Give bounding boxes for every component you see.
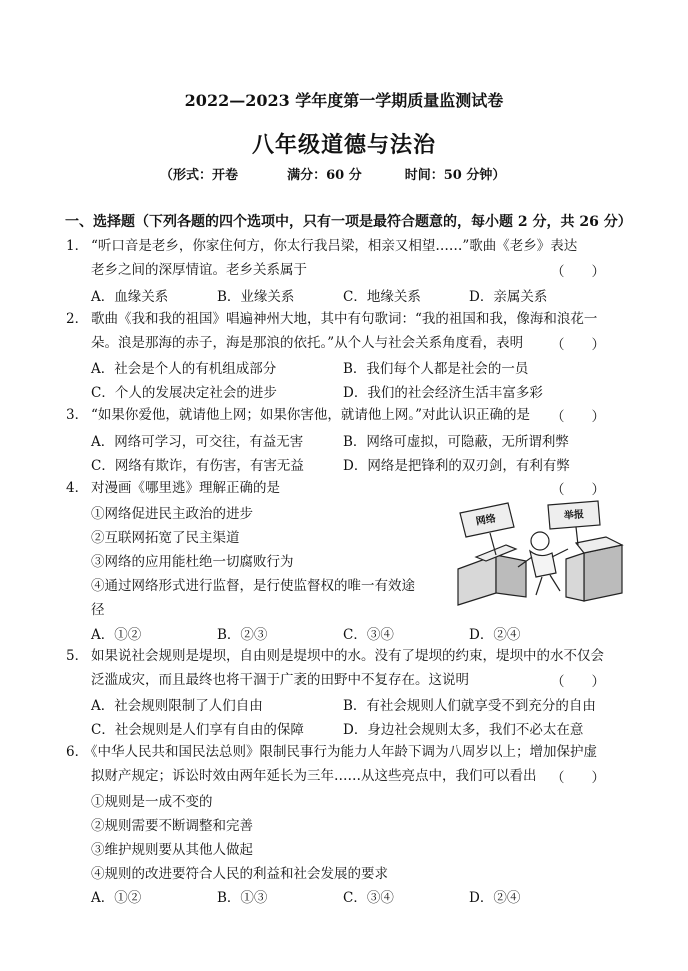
option-b: B．②③ [217,627,268,643]
info-time: 时间：50 分钟） [404,168,506,183]
option-c: C．③④ [343,627,394,643]
answer-paren: （ ） [551,409,605,425]
option-a: A．社会规则限制了人们自由 [91,698,263,714]
statement-item: ③维护规则要从其他人做起 [91,842,253,858]
statement-item: ③网络的应用能杜绝一切腐败行为 [91,554,294,570]
cartoon-illustration [456,497,624,609]
statement-item: ②互联网拓宽了民主渠道 [91,530,240,546]
option-c: C．③④ [343,890,394,906]
option-a: A．①② [91,627,142,643]
statement-item: ①网络促进民主政治的进步 [91,506,253,522]
statement-item: ①规则是一成不变的 [91,794,213,810]
option-c: C．个人的发展决定社会的进步 [91,385,277,401]
statement-item: ②规则需要不断调整和完善 [91,818,253,834]
option-d: D．网络是把锋利的双刃剑，有利有弊 [343,458,570,474]
question-text-line: 《中华人民共和国民法总则》限制民事行为能力人年龄下调为八周岁以上；增加保护虚 [84,744,597,760]
question-text-line: 对漫画《哪里逃》理解正确的是 [91,480,280,496]
answer-paren: （ ） [551,482,605,498]
answer-paren: （ ） [551,264,605,280]
option-d: D．我们的社会经济生活丰富多彩 [343,385,543,401]
option-a: A．血缘关系 [91,289,169,305]
question-number: 5． [66,648,89,664]
question-text-line: 老乡之间的深厚情谊。老乡关系属于 [91,262,307,278]
statement-item: ④通过网络形式进行监督，是行使监督权的唯一有效途 [91,578,415,594]
answer-paren: （ ） [551,674,605,690]
option-b: B．有社会规则人们就享受不到充分的自由 [343,698,596,714]
cartoon-label-network: 网络 [475,513,497,528]
question-number: 6． [66,744,89,760]
option-c: C．社会规则是人们享有自由的保障 [91,722,304,738]
question-text-line: 歌曲《我和我的祖国》唱遍神州大地，其中有句歌词：“我的祖国和我，像海和浪花一 [91,311,598,327]
exam-info [160,164,505,183]
info-form: （形式：开卷 [160,168,239,183]
option-a: A．①② [91,890,142,906]
option-b: B．我们每个人都是社会的一员 [343,361,529,377]
cartoon-label-report: 举报 [563,509,585,522]
question-text-line: 朵。浪是那海的赤子，海是那浪的依托。”从个人与社会关系角度看，表明 [91,335,524,351]
option-b: B．网络可虚拟，可隐蔽，无所谓利弊 [343,434,569,450]
exam-title: 2022—2023 学年度第一学期质量监测试卷 [184,91,504,110]
statement-item: ④规则的改进要符合人民的利益和社会发展的要求 [91,866,388,882]
option-c: C．地缘关系 [343,289,421,305]
option-b: B．①③ [217,890,268,906]
question-text-line: 如果说社会规则是堤坝，自由则是堤坝中的水。没有了堤坝的约束，堤坝中的水不仅会 [91,648,604,664]
question-number: 4． [66,480,89,496]
question-text-line: “听口音是老乡，你家住何方，你太行我吕梁，相亲又相望……”歌曲《老乡》表达 [91,238,578,254]
option-d: D．②④ [469,627,521,643]
option-a: A．网络可学习，可交往，有益无害 [91,434,304,450]
option-d: D．亲属关系 [469,289,548,305]
question-text-line: “如果你爱他，就请他上网；如果你害他，就请他上网。”对此认识正确的是 [91,407,531,423]
left-block [458,555,496,605]
right-block [584,545,622,601]
option-d: D．身边社会规则太多，我们不必太在意 [343,722,584,738]
section-heading: 一、选择题（下列各题的四个选项中，只有一项是最符合题意的，每小题 2 分，共 26 分） [65,214,632,230]
option-a: A．社会是个人的有机组成部分 [91,361,277,377]
answer-paren: （ ） [551,337,605,353]
question-number: 2． [66,311,89,327]
question-text-line: 泛滥成灾，而且最终也将干涸于广袤的田野中不复存在。这说明 [91,672,469,688]
question-number: 1． [66,238,89,254]
option-c: C．网络有欺诈，有伤害，有害无益 [91,458,304,474]
statement-item: 径 [91,602,105,618]
question-number: 3． [66,407,89,423]
info-score: 满分：60 分 [287,168,362,183]
option-d: D．②④ [469,890,521,906]
option-b: B．业缘关系 [217,289,295,305]
question-text-line: 拟财产规定；诉讼时效由两年延长为三年……从这些亮点中，我们可以看出 [91,768,537,784]
subject-title: 八年级道德与法治 [251,132,436,158]
answer-paren: （ ） [551,770,605,786]
